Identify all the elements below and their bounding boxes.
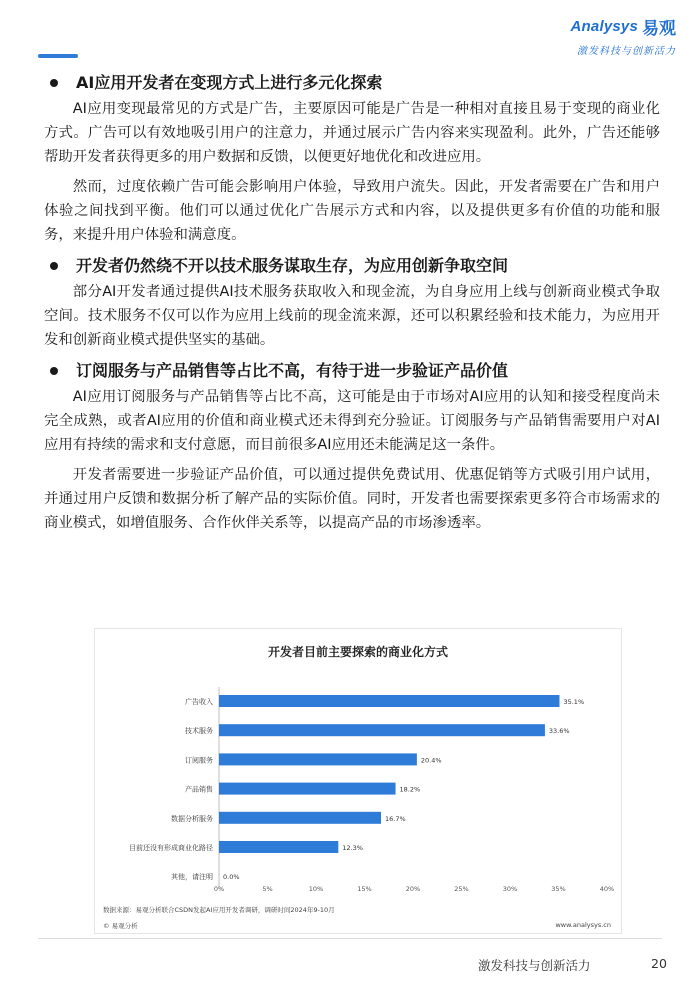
bar-chart	[95, 629, 623, 935]
x-tick-label: 5%	[262, 885, 273, 893]
brand-logo-cn: 易观	[642, 19, 676, 39]
x-tick-label: 0%	[213, 885, 225, 893]
section-heading-text: AI应用开发者在变现方式上进行多元化探索	[76, 73, 383, 92]
chart-title: 开发者目前主要探索的商业化方式	[267, 645, 448, 659]
bar	[219, 753, 417, 765]
data-label: 35.1%	[563, 698, 585, 706]
footer-divider	[38, 938, 662, 939]
category-label: 数据分析服务	[171, 814, 213, 823]
section-heading	[44, 70, 660, 96]
footer-slogan: 激发科技与创新活力	[478, 958, 591, 973]
bullet-icon	[50, 79, 58, 87]
paragraph: AI应用订阅服务与产品销售等占比不高，这可能是由于市场对AI应用的认知和接受程度尚未完全成熟，或者AI应用的价值和商业模式还未得到充分验证。订阅服务与产品销售需要用户对AI应用有持续的需求和支付意愿，而目前很多AI应用还未能满足这一条件。	[44, 389, 660, 453]
data-label: 0.0%	[223, 873, 240, 882]
data-label: 16.7%	[384, 814, 406, 823]
bar	[219, 695, 559, 707]
section-heading-text: 开发者仍然绕不开以技术服务谋取生存，为应用创新争取空间	[76, 256, 509, 275]
section-heading	[44, 358, 660, 384]
page-number: 20	[651, 956, 667, 971]
section-heading-text: 订阅服务与产品销售等占比不高，有待于进一步验证产品价值	[76, 361, 509, 380]
x-tick-label: 30%	[502, 885, 518, 893]
category-label: 订阅服务	[185, 756, 213, 765]
category-label: 技术服务	[185, 727, 213, 736]
paragraph: AI应用变现最常见的方式是广告，主要原因可能是广告是一种相对直接且易于变现的商业化方式。广告可以有效地吸引用户的注意力，并通过展示广告内容来实现盈利。此外，广告还能够帮助开发者获得更多的用户数据和反馈，以便更好地优化和改进应用。	[44, 101, 660, 165]
chart-panel	[94, 628, 622, 934]
data-label: 12.3%	[342, 844, 363, 852]
x-tick-label: 10%	[308, 885, 324, 893]
header-accent-bar	[38, 54, 78, 58]
chart-website: www.analysys.cn	[555, 921, 611, 929]
category-label: 其他，请注明	[171, 873, 213, 882]
bar	[219, 812, 381, 824]
data-label: 18.2%	[399, 785, 421, 794]
bullet-icon	[50, 262, 58, 270]
bar	[219, 841, 338, 853]
bar	[219, 724, 545, 736]
x-tick-label: 35%	[551, 885, 566, 893]
document-body	[44, 66, 660, 541]
paragraph: 然而，过度依赖广告可能会影响用户体验，导致用户流失。因此，开发者需要在广告和用户体验之间找到平衡。他们可以通过优化广告展示方式和内容，以及提供更多有价值的功能和服务，来提升用户体验和满意度。	[44, 179, 660, 243]
brand-logo	[571, 14, 676, 57]
x-tick-label: 25%	[454, 885, 469, 893]
category-label: 广告收入	[185, 698, 213, 706]
category-label: 产品销售	[185, 785, 213, 794]
section-heading	[44, 253, 660, 279]
paragraph: 部分AI开发者通过提供AI技术服务获取收入和现金流，为自身应用上线与创新商业模式争取空间。技术服务不仅可以作为应用上线前的现金流来源，还可以积累经验和技术能力，为应用开发和创新商业模式提供坚实的基础。	[44, 284, 660, 348]
category-label: 目前还没有形成商业化路径	[129, 844, 213, 852]
paragraph: 开发者需要进一步验证产品价值，可以通过提供免费试用、优惠促销等方式吸引用户试用，并通过用户反馈和数据分析了解产品的实际价值。同时，开发者也需要探索更多符合市场需求的商业模式，如增值服务、合作伙伴关系等，以提高产品的市场渗透率。	[44, 467, 660, 531]
bar	[219, 783, 396, 795]
brand-slogan: 激发科技与创新活力	[577, 46, 676, 57]
chart-copyright: © 易观分析	[103, 922, 138, 930]
bullet-icon	[50, 367, 58, 375]
data-label: 20.4%	[420, 756, 442, 765]
brand-logo-en: Analysys	[570, 18, 638, 35]
data-label: 33.6%	[548, 727, 570, 736]
chart-source: 数据来源：易观分析联合CSDN发起AI应用开发者调研，调研时间2024年9-10月	[103, 906, 335, 914]
brand-logo-row	[571, 14, 676, 39]
x-tick-label: 20%	[405, 885, 421, 893]
x-tick-label: 40%	[599, 885, 615, 893]
x-tick-label: 15%	[357, 885, 372, 893]
